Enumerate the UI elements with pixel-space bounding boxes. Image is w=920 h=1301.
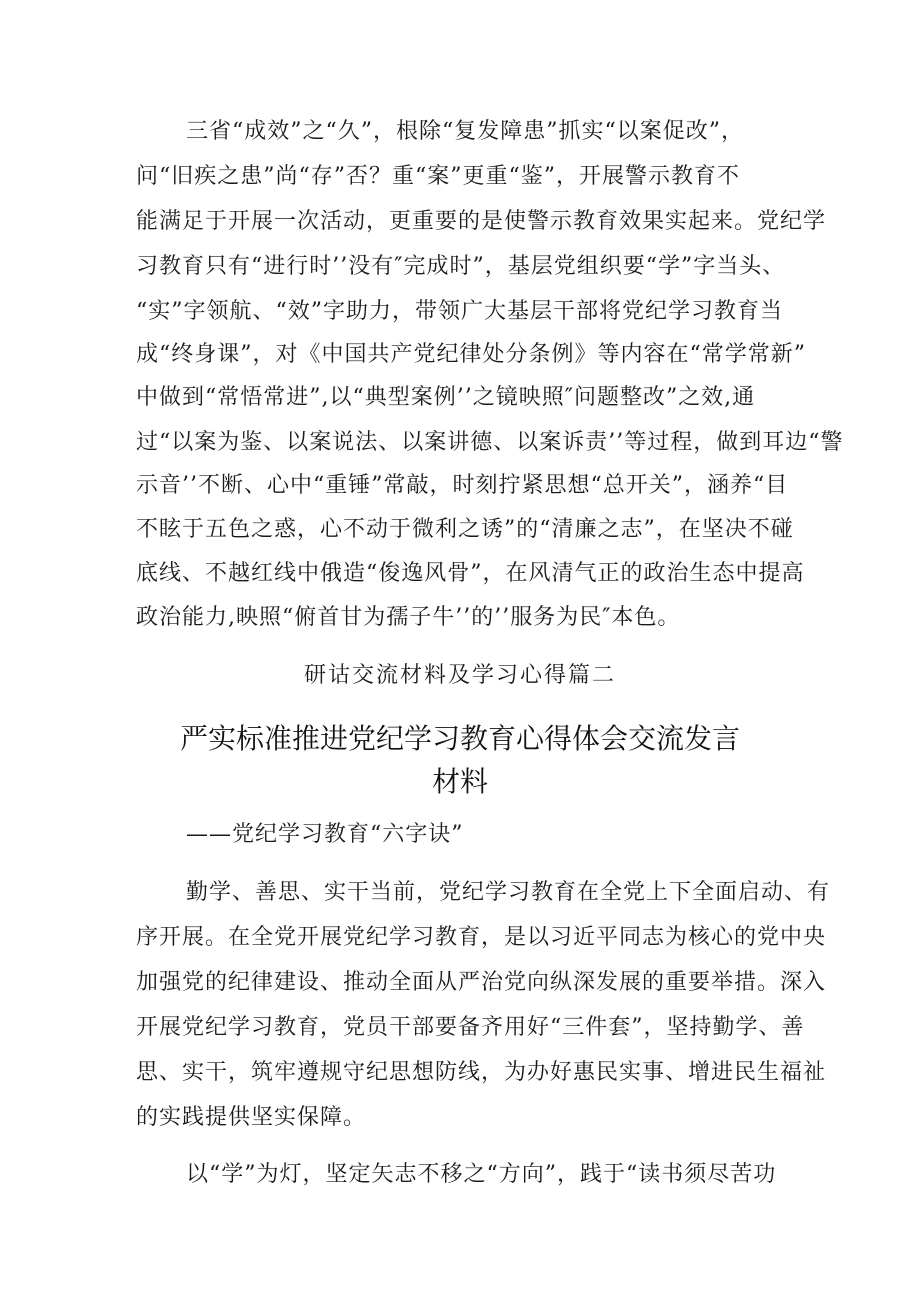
paragraph1-line: 成“终身课”，对《中国共产党纪律处分条例》等内容在“常学常新”: [136, 342, 806, 367]
paragraph1-line: 习教育只有“进行时’’没有″完成时”，基层党组织要“学”字当头、: [136, 254, 786, 279]
paragraph1-line: 示音’’不断、心中“重锤”常敲，时刻拧紧思想“总开关”，涵养“目: [136, 473, 789, 498]
paragraph1-line: 问“旧疾之患”尚“存”否？重“案”更重“鉴”，开展警示教育不: [136, 164, 740, 189]
document-title: 严实标准推进党纪学习教育心得体会交流发言: [179, 722, 740, 755]
paragraph3-line: 以“学”为灯，坚定矢志不移之“方向”，践于“读书须尽苦功: [186, 1162, 777, 1187]
paragraph2-line: 的实践提供坚实保障。: [136, 1105, 367, 1130]
paragraph1-line: 底线、不越红线中俄造“俊逸风骨”，在风清气正的政治生态中提高: [136, 561, 805, 586]
paragraph2-line: 加强党的纪律建设、推动全面从严治党向纵深发展的重要举措。深入: [136, 970, 827, 995]
paragraph1-line: “实”字领航、“效”字助力，带领广大基层干部将党纪学习教育当: [136, 299, 783, 324]
paragraph1-line: 过“以案为鉴、以案说法、以案讲德、以案诉责’’等过程，做到耳边“警: [136, 430, 844, 455]
paragraph1-line: 三省“成效”之“久”，根除“复发障患”抓实“以案促改”，: [186, 119, 744, 144]
paragraph2-line: 勤学、善思、实干当前，党纪学习教育在全党上下全面启动、有: [186, 880, 831, 905]
paragraph1-line: 政治能力,映照“俯首甘为孺子牛’’的’’服务为民″本色。: [136, 605, 681, 630]
document-subtitle: ——党纪学习教育“六字诀”: [186, 822, 464, 847]
document-title-continued: 材料: [431, 765, 488, 798]
paragraph2-line: 序开展。在全党开展党纪学习教育，是以习近平同志为核心的党中央: [136, 925, 827, 950]
section-label: 研诂交流材料及学习心得篇二: [303, 663, 616, 688]
paragraph2-line: 开展党纪学习教育，党员干部要备齐用好“三件套”，坚持勤学、善: [136, 1015, 805, 1040]
paragraph1-line: 中做到“常悟常进”,以“典型案例’’之镜映照″问题整改”之效,通: [136, 385, 756, 410]
paragraph1-line: 不眩于五色之惑，心不动于微利之诱”的“清廉之志”，在坚决不碰: [136, 517, 794, 542]
paragraph1-line: 能满足于开展一次活动，更重要的是使警示教育效果实起来。党纪学: [136, 209, 827, 234]
paragraph2-line: 思、实干，筑牢遵规守纪思想防线，为办好惠民实事、增进民生福祉: [136, 1060, 827, 1085]
